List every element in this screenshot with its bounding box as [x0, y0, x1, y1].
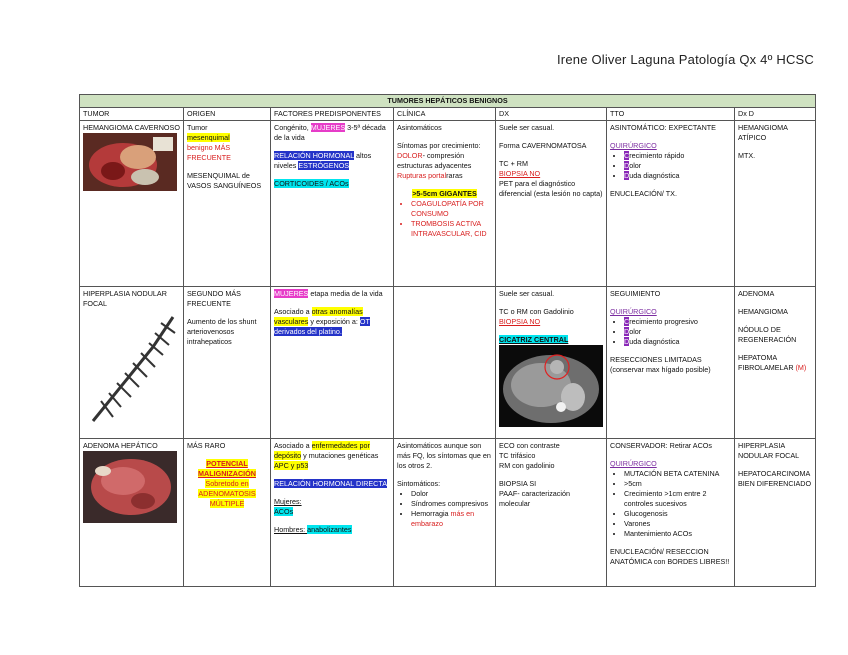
list-item: • Varones: [624, 519, 731, 529]
tto-item: olor: [629, 161, 642, 170]
factor-anomalias: otras anomalías vasculares: [274, 307, 363, 326]
tto-key: D: [624, 171, 630, 180]
table-row-hiperplasia: [80, 287, 816, 439]
tto-quirurgico: QUIRÚRGICO: [610, 307, 657, 316]
cell-origen: [184, 439, 271, 587]
clinica-text: Síntomas por crecimiento:: [397, 141, 481, 150]
dx-text: TC o RM con Gadolinio: [499, 307, 574, 316]
list-item: • Crecimiento >1cm entre 2 controles sucesivos: [624, 489, 731, 509]
clinica-embarazo: más en embarazo: [411, 509, 475, 528]
list-item: • TROMBOSIS ACTIVA INTRAVASCULAR, CID: [411, 219, 492, 239]
factor-text: altos niveles: [274, 151, 372, 170]
dxd-text: HIPERPLASIA NODULAR FOCAL: [738, 441, 800, 460]
clinica-dolor: DOLOR: [397, 151, 423, 160]
factor-text: y mutaciones genéticas: [301, 451, 379, 460]
dxd-text: HEPATOCARCINOMA BIEN DIFERENCIADO: [738, 469, 812, 488]
dx-text: TC trifásico: [499, 451, 536, 460]
list-item: [624, 161, 731, 171]
clinica-text: raras: [446, 171, 463, 180]
tto-text: ASINTOMÁTICO: EXPECTANTE: [610, 123, 716, 132]
tto-key: C: [624, 317, 630, 326]
factor-hombres: Hombres:: [274, 525, 308, 534]
origen-adenomatosis: Sobretodo en ADENOMATOSIS MÚLTIPLE: [198, 479, 256, 508]
list-item: [624, 171, 731, 181]
dx-biopsia: BIOPSIA NO: [499, 317, 541, 326]
adenoma-photo: [83, 451, 177, 523]
factor-text: 3-5ª década de la vida: [274, 123, 386, 142]
tumor-name: HEMANGIOMA CAVERNOSO: [83, 123, 180, 132]
dxd-text: MTX.: [738, 151, 756, 160]
clinica-list: [397, 489, 492, 529]
cell-clinica: [394, 121, 496, 287]
col-header-dxd: Dx D: [735, 108, 816, 121]
table-header-row: [80, 108, 816, 121]
factor-text: Asociado a: [274, 307, 312, 316]
origen-text: SEGUNDO MÁS FRECUENTE: [187, 289, 241, 308]
tto-item: olor: [629, 327, 642, 336]
tto-text: ENUCLEACIÓN/ TX.: [610, 189, 677, 198]
cell-origen: [184, 287, 271, 439]
factor-platino: OT derivados del platino.: [274, 317, 370, 336]
col-header-tto: TTO: [607, 108, 735, 121]
document-header: Irene Oliver Laguna Patología Qx 4º HCSC: [557, 52, 814, 67]
clinica-list: [397, 199, 492, 239]
clinica-text: Sintomáticos:: [397, 479, 441, 488]
dx-text: PAAF- caracterización molecular: [499, 489, 570, 508]
tto-text: CONSERVADOR: Retirar ACOs: [610, 441, 712, 450]
col-header-dx: DX: [496, 108, 607, 121]
cell-dx: [496, 121, 607, 287]
tto-key: D: [624, 327, 630, 336]
tto-item: recimiento progresivo: [629, 317, 698, 326]
origen-malignizacion: POTENCIAL MALIGNIZACIÓN: [198, 459, 256, 478]
origen-text: MÁS RARO: [187, 441, 226, 450]
tto-key: C: [624, 151, 630, 160]
list-item: • Glucogenosis: [624, 509, 731, 519]
list-item: [624, 327, 731, 337]
dx-text: Suele ser casual.: [499, 123, 555, 132]
dx-biopsia: BIOPSIA NO: [499, 169, 541, 178]
factor-hormonal: RELACIÓN HORMONAL DIRECTA: [274, 479, 388, 488]
list-item: • >5cm: [624, 479, 731, 489]
dx-text: RM con gadolinio: [499, 461, 555, 470]
list-item: • Dolor: [411, 489, 492, 499]
cell-tto: [607, 121, 735, 287]
dxd-malignant-tag: (M): [795, 363, 807, 372]
dx-text: PET para el diagnóstico diferencial (esta lesión no capta): [499, 179, 603, 198]
dxd-text: HEPATOMA FIBROLAMELAR: [738, 353, 796, 372]
factor-deposito: enfermedades por depósito: [274, 441, 370, 460]
dx-text: Suele ser casual.: [499, 289, 555, 298]
clinica-text: Asintomáticos: [397, 123, 442, 132]
factor-corticoides: CORTICOIDES / ACOs: [274, 179, 349, 188]
scar-icon: [83, 309, 179, 425]
origen-text: Aumento de los shunt arteriovenosos intrahepaticos: [187, 317, 257, 346]
cell-clinica: [394, 287, 496, 439]
factor-mujeres: MUJERES: [310, 123, 346, 132]
cell-dxd: [735, 439, 816, 587]
factor-text: Congénito,: [274, 123, 311, 132]
cell-tumor: [80, 439, 184, 587]
col-header-origen: ORIGEN: [184, 108, 271, 121]
tto-list: [610, 151, 731, 181]
tto-key: D: [624, 161, 630, 170]
list-item: • Síndromes compresivos: [411, 499, 492, 509]
tumor-name: HIPERPLASIA NODULAR FOCAL: [83, 289, 167, 308]
ct-scan-image: [499, 345, 603, 427]
list-item: [624, 337, 731, 347]
cell-factores: [271, 287, 394, 439]
col-header-factores: FACTORES PREDISPONENTES: [271, 108, 394, 121]
factor-estrogenos: ESTRÓGENOS: [298, 161, 350, 170]
table-row-hemangioma: [80, 121, 816, 287]
cell-tumor: [80, 287, 184, 439]
dx-cicatriz: CICATRIZ CENTRAL: [499, 335, 569, 344]
clinica-gigantes: >5-5cm GIGANTES: [412, 189, 477, 198]
dxd-text: HEMANGIOMA: [738, 307, 788, 316]
factor-text: y exposición a:: [308, 317, 358, 326]
origen-highlight: mesenquimal: [187, 133, 230, 142]
cell-tto: [607, 439, 735, 587]
clinica-rupturas: Rupturas: [397, 171, 429, 180]
clinica-portal: portal: [428, 171, 447, 180]
factor-text: Asociado a: [274, 441, 312, 450]
dxd-text: NÓDULO DE REGENERACIÓN: [738, 325, 797, 344]
dx-text: TC + RM: [499, 159, 528, 168]
tumors-table: [79, 94, 816, 587]
cell-origen: [184, 121, 271, 287]
origen-red: benigno MÁS FRECUENTE: [187, 143, 231, 162]
cell-tto: [607, 287, 735, 439]
dxd-text: ADENOMA: [738, 289, 775, 298]
tto-quirurgico: QUIRÚRGICO: [610, 141, 657, 150]
cell-dx: [496, 439, 607, 587]
factor-acos: ACOs: [274, 507, 294, 516]
list-item: • MUTACIÓN BETA CATENINA: [624, 469, 731, 479]
tumor-name: ADENOMA HEPÁTICO: [83, 441, 158, 450]
clinica-text: Hemorragia: [411, 509, 451, 518]
cell-dxd: [735, 287, 816, 439]
cell-factores: [271, 439, 394, 587]
factor-anabolizantes: anabolizantes: [307, 525, 352, 534]
dx-text: Forma CAVERNOMATOSA: [499, 141, 587, 150]
list-item: [624, 317, 731, 327]
tto-item: uda diagnóstica: [629, 337, 680, 346]
tto-item: recimiento rápido: [629, 151, 685, 160]
col-header-tumor: TUMOR: [80, 108, 184, 121]
dx-biopsia: BIOPSIA SI: [499, 479, 537, 488]
cell-dx: [496, 287, 607, 439]
tto-text: ENUCLEACIÓN/ RESECCION ANATÓMICA con BORDES LIBRES!!: [610, 547, 730, 566]
factor-text: etapa media de la vida: [308, 289, 383, 298]
cell-tumor: [80, 121, 184, 287]
clinica-text: Asintomáticos aunque son más FQ, los síntomas que en los otros 2.: [397, 441, 491, 470]
list-item: • Mantenimiento ACOs: [624, 529, 731, 539]
tto-text: SEGUIMIENTO: [610, 289, 661, 298]
table-title: TUMORES HEPÁTICOS BENIGNOS: [80, 95, 816, 108]
factor-mujeres: Mujeres:: [274, 497, 302, 506]
origen-text: Tumor: [187, 123, 208, 132]
dxd-text: HEMANGIOMA ATÍPICO: [738, 123, 788, 142]
dx-text: ECO con contraste: [499, 441, 560, 450]
cell-clinica: [394, 439, 496, 587]
tto-list: [610, 469, 731, 539]
table-row-adenoma: [80, 439, 816, 587]
tto-item: uda diagnóstica: [629, 171, 680, 180]
clinica-text: - compresión estructuras adyacentes: [397, 151, 472, 170]
factor-apc: APC y p53: [274, 461, 309, 470]
list-item: [411, 509, 492, 529]
cell-factores: [271, 121, 394, 287]
tto-text: RESECCIONES LIMITADAS (conservar max hígado posible): [610, 355, 711, 374]
list-item: [624, 151, 731, 161]
tto-list: [610, 317, 731, 347]
tto-quirurgico: QUIRÚRGICO: [610, 459, 657, 468]
factor-hormonal: RELACIÓN HORMONAL: [274, 151, 355, 160]
col-header-clinica: CLÍNICA: [394, 108, 496, 121]
list-item: • COAGULOPATÍA POR CONSUMO: [411, 199, 492, 219]
hemangioma-photo: [83, 133, 177, 191]
cell-dxd: [735, 121, 816, 287]
tto-key: D: [624, 337, 630, 346]
factor-mujeres: MUJERES: [274, 289, 309, 298]
origen-detail: MESENQUIMAL de VASOS SANGUÍNEOS: [187, 171, 262, 190]
